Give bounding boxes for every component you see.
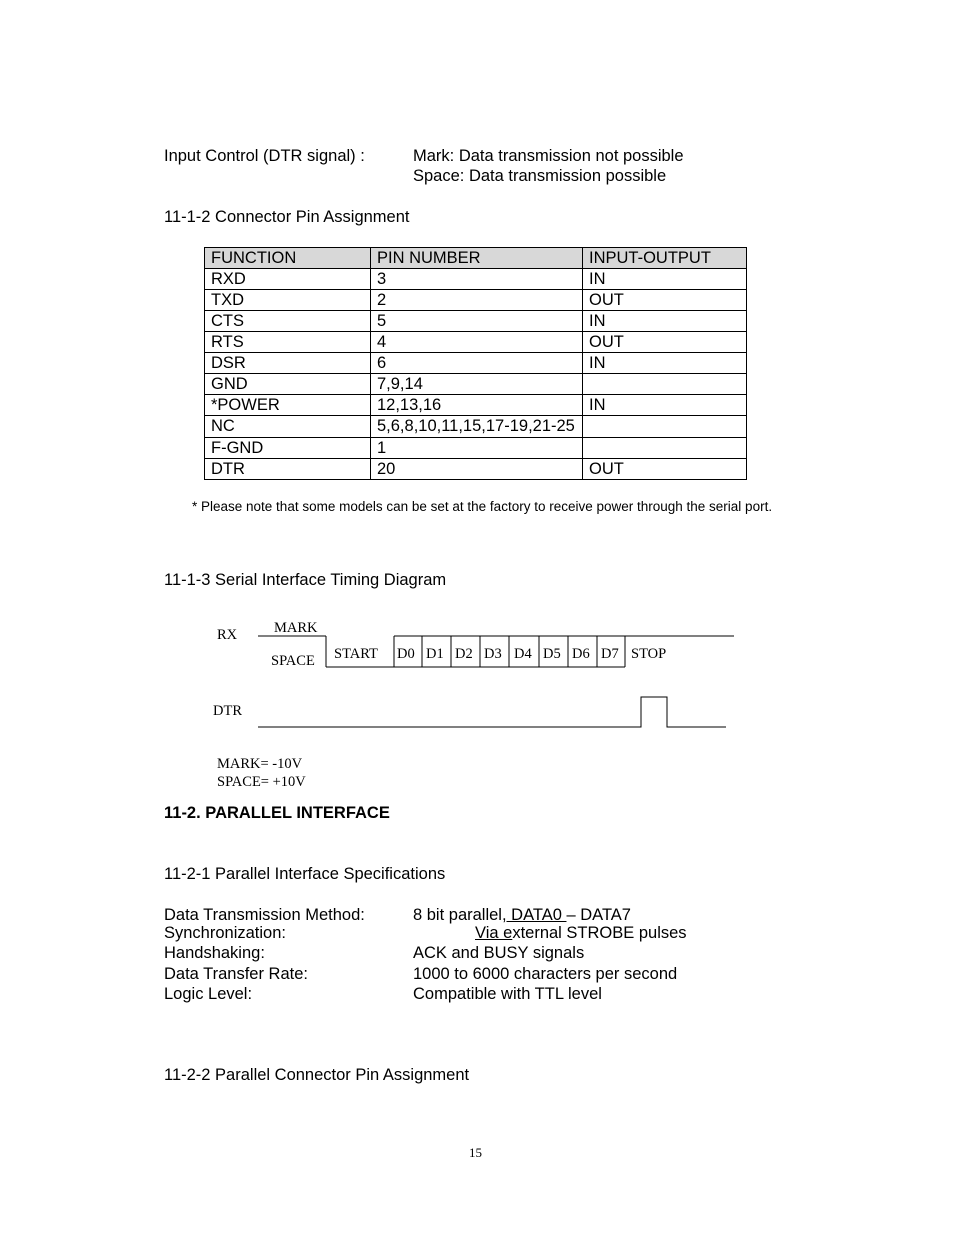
cell-io: IN bbox=[583, 269, 747, 290]
section-heading-11-1-2: 11-1-2 Connector Pin Assignment bbox=[164, 208, 410, 226]
spec-method-value bbox=[413, 905, 631, 925]
input-control-space: Space: Data transmission possible bbox=[413, 167, 667, 185]
cell-io: OUT bbox=[583, 332, 747, 353]
dtr-signal-line bbox=[258, 697, 726, 727]
cell-io: OUT bbox=[583, 290, 747, 311]
timing-space-label: SPACE bbox=[271, 653, 315, 669]
spec-method-label: Data Transmission Method: bbox=[164, 906, 365, 924]
cell-io: IN bbox=[583, 311, 747, 332]
timing-bit-d7: D7 bbox=[601, 646, 619, 662]
cell-function: DSR bbox=[205, 353, 371, 374]
cell-pin: 5 bbox=[371, 311, 583, 332]
power-footnote: * Please note that some models can be set at the factory to receive power through the serial port. bbox=[192, 499, 773, 514]
cell-pin: 1 bbox=[371, 438, 583, 459]
cell-function: RXD bbox=[205, 269, 371, 290]
cell-pin: 5,6,8,10,11,15,17-19,21-25 bbox=[371, 416, 583, 438]
cell-pin: 7,9,14 bbox=[371, 374, 583, 395]
spec-handshake-value: ACK and BUSY signals bbox=[413, 944, 585, 962]
section-heading-11-2-2: 11-2-2 Parallel Connector Pin Assignment bbox=[164, 1066, 470, 1084]
timing-bit-d6: D6 bbox=[572, 646, 590, 662]
cell-function: *POWER bbox=[205, 395, 371, 416]
cell-function: GND bbox=[205, 374, 371, 395]
input-control-label: Input Control (DTR signal) : bbox=[164, 147, 365, 165]
timing-bit-d1: D1 bbox=[426, 646, 444, 662]
spec-logic-value: Compatible with TTL level bbox=[413, 985, 602, 1003]
cell-io: OUT bbox=[583, 459, 747, 480]
timing-space-level: SPACE= +10V bbox=[217, 774, 306, 790]
timing-mark-level: MARK= -10V bbox=[217, 756, 303, 772]
spec-method-value-part-a: 8 bit parallel bbox=[413, 906, 502, 924]
header-pin-number: PIN NUMBER bbox=[371, 248, 583, 269]
spec-rate-value: 1000 to 6000 characters per second bbox=[413, 965, 678, 983]
spec-method-value-part-c: – DATA7 bbox=[566, 906, 631, 924]
page-number: 15 bbox=[469, 1145, 482, 1160]
cell-pin: 2 bbox=[371, 290, 583, 311]
timing-bit-d4: D4 bbox=[514, 646, 532, 662]
section-heading-11-2-1: 11-2-1 Parallel Interface Specifications bbox=[164, 865, 446, 883]
timing-bit-d3: D3 bbox=[484, 646, 502, 662]
header-function: FUNCTION bbox=[205, 248, 371, 269]
spec-sync-value-part-b: xternal STROBE pulses bbox=[512, 924, 687, 942]
spec-sync-value bbox=[475, 923, 687, 943]
timing-rx-label: RX bbox=[217, 627, 238, 643]
cell-io: IN bbox=[583, 395, 747, 416]
spec-rate-label: Data Transfer Rate: bbox=[164, 965, 308, 983]
timing-bit-d5: D5 bbox=[543, 646, 561, 662]
cell-pin: 20 bbox=[371, 459, 583, 480]
section-heading-11-2: 11-2. PARALLEL INTERFACE bbox=[164, 804, 390, 822]
cell-function: NC bbox=[205, 416, 371, 438]
cell-io: IN bbox=[583, 353, 747, 374]
cell-function: DTR bbox=[205, 459, 371, 480]
timing-bit-d0: D0 bbox=[397, 646, 415, 662]
cell-function: F-GND bbox=[205, 438, 371, 459]
cell-pin: 12,13,16 bbox=[371, 395, 583, 416]
spec-method-value-part-b: , DATA0 bbox=[501, 906, 567, 924]
cell-pin: 3 bbox=[371, 269, 583, 290]
timing-mark-label: MARK bbox=[274, 620, 318, 636]
cell-function: TXD bbox=[205, 290, 371, 311]
spec-logic-label: Logic Level: bbox=[164, 985, 253, 1003]
header-input-output: INPUT-OUTPUT bbox=[583, 248, 747, 269]
cell-function: RTS bbox=[205, 332, 371, 353]
timing-stop-label: STOP bbox=[631, 646, 667, 662]
timing-start-label: START bbox=[334, 646, 378, 662]
timing-bit-d2: D2 bbox=[455, 646, 473, 662]
spec-sync-label: Synchronization: bbox=[164, 924, 286, 942]
cell-pin: 4 bbox=[371, 332, 583, 353]
input-control-mark: Mark: Data transmission not possible bbox=[413, 147, 684, 165]
spec-sync-value-part-a: Via e bbox=[475, 924, 513, 942]
cell-pin: 6 bbox=[371, 353, 583, 374]
spec-handshake-label: Handshaking: bbox=[164, 944, 265, 962]
section-heading-11-1-3: 11-1-3 Serial Interface Timing Diagram bbox=[164, 571, 447, 589]
cell-function: CTS bbox=[205, 311, 371, 332]
timing-dtr-label: DTR bbox=[213, 703, 242, 719]
